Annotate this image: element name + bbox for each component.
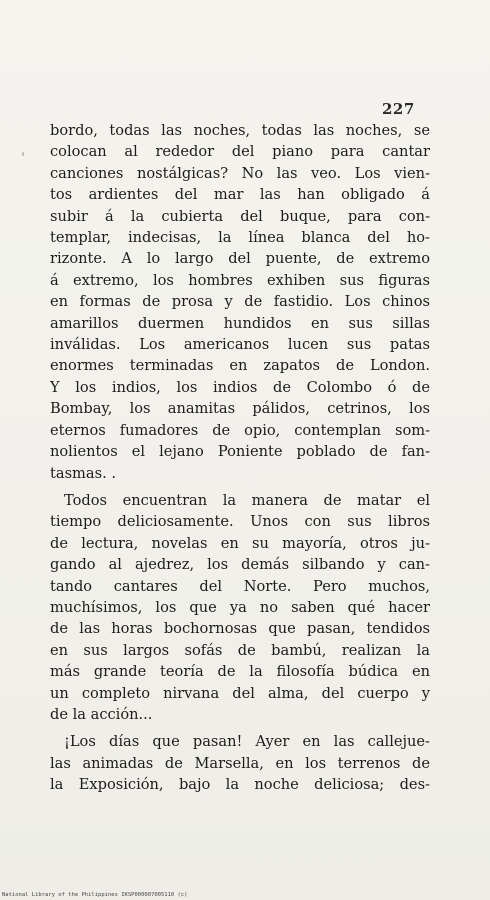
text-line: canciones nostálgicas? No las veo. Los vien- [50,164,430,182]
text-line: enormes terminadas en zapatos de London. [50,357,430,375]
text-line: inválidas. Los americanos lucen sus patas [50,336,430,354]
text-line: Todos encuentran la manera de matar el [64,491,430,509]
text-line: muchísimos, los que ya no saben qué hacer [50,598,430,616]
text-line: nolientos el lejano Poniente poblado de fan- [50,443,430,461]
page-speck [22,152,24,156]
text-line: las animadas de Marsella, en los terrenos de [50,754,430,772]
text-line: en formas de prosa y de fastidio. Los chinos [50,293,430,311]
text-line: tiempo deliciosamente. Unos con sus libros [50,513,430,531]
text-line: Y los indios, los indios de Colombo ó de [50,378,430,396]
text-line: bordo, todas las noches, todas las noches, se [50,122,430,139]
text-line: subir á la cubierta del buque, para con- [50,207,430,225]
text-line: más grande teoría de la filosofía búdica en [50,663,430,681]
body-text [50,120,430,796]
text-line: de lectura, novelas en su mayoría, otros ju- [50,534,430,552]
text-line: de la acción... [50,705,153,723]
text-line: templar, indecisas, la línea blanca del ho- [50,229,430,247]
text-line: tando cantares del Norte. Pero muchos, [50,577,430,595]
text-line: colocan al rededor del piano para cantar [50,143,430,161]
text-line: eternos fumadores de opio, contemplan som- [50,421,430,439]
text-line: Bombay, los anamitas pálidos, cetrinos, los [50,400,430,418]
text-line: gando al ajedrez, los demás silbando y can- [50,556,430,574]
library-footer-note: National Library of the Philippines IKSP000007005110 (c) [2,892,188,898]
text-line: rizonte. A lo largo del puente, de extremo [50,250,430,268]
text-line: tos ardientes del mar las han obligado á [50,186,430,204]
text-line: á extremo, los hombres exhiben sus figuras [50,271,430,289]
text-line: tasmas. . [50,464,116,482]
text-line: en sus largos sofás de bambú, realizan la [50,641,430,659]
text-line: un completo nirvana del alma, del cuerpo y [50,684,430,702]
text-line: de las horas bochornosas que pasan, tendidos [50,620,430,638]
text-line: ¡Los días que pasan! Ayer en las callejue- [64,733,430,751]
text-line: la Exposición, bajo la noche deliciosa; des- [50,776,430,794]
page-number: 227 [382,100,415,118]
text-line: amarillos duermen hundidos en sus sillas [50,314,430,332]
